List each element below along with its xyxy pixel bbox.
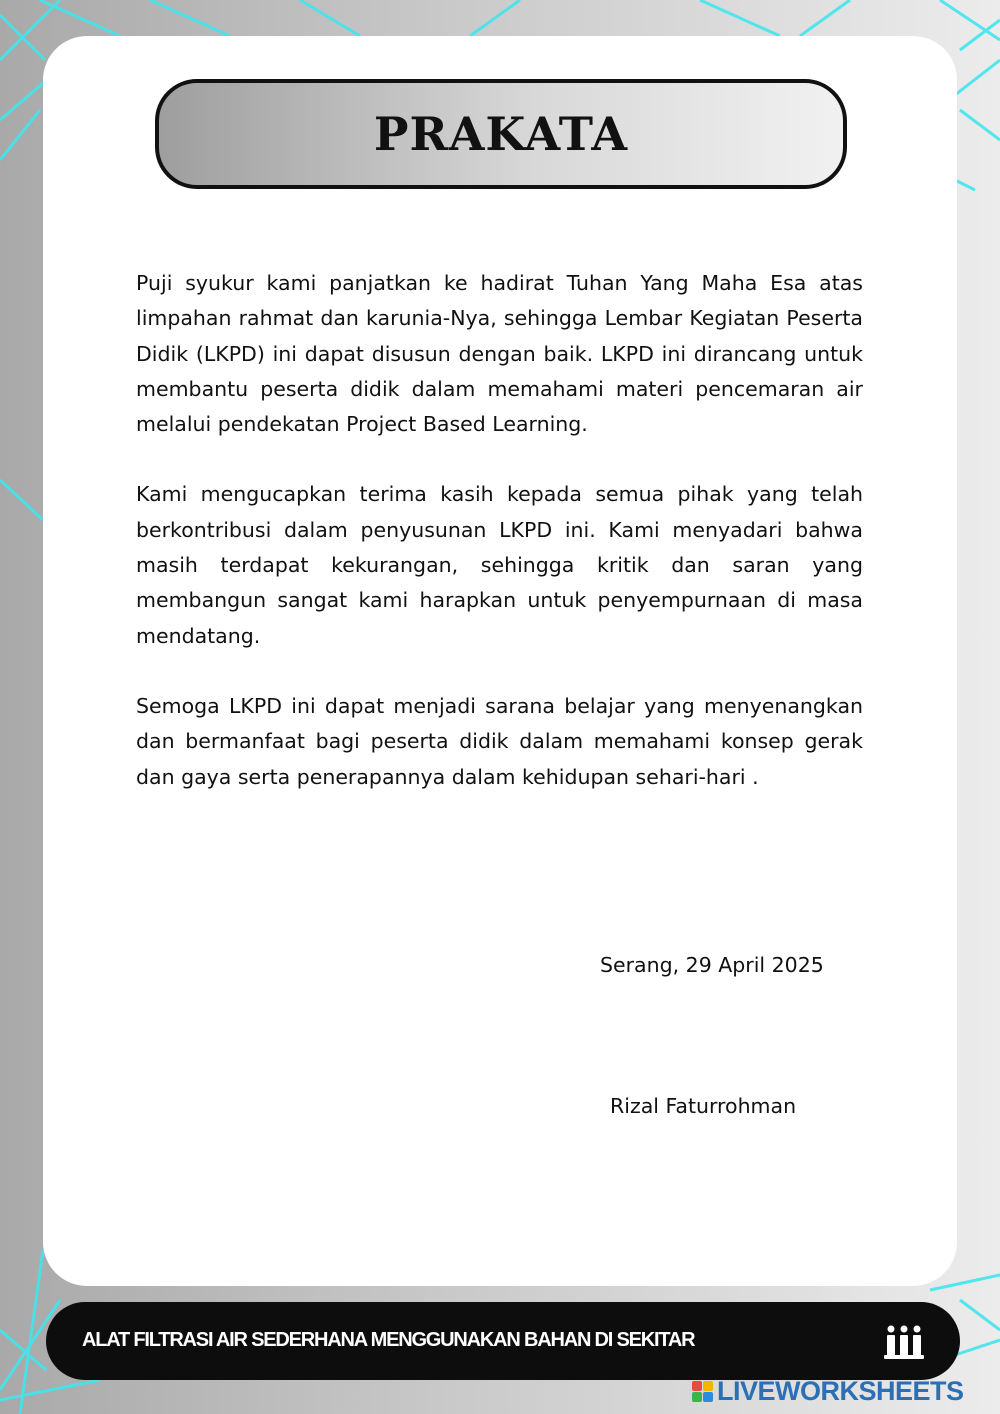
- footer-title: ALAT FILTRASI AIR SEDERHANA MENGGUNAKAN BAHAN DI SEKITAR: [82, 1329, 695, 1351]
- paragraph-3: Semoga LKPD ini dapat menjadi sarana belajar yang menyenangkan dan bermanfaat bagi peserta didik dalam memahami konsep gerak dan gaya serta penerapannya dalam kehidupan sehari-hari .: [136, 693, 863, 789]
- body-text: [136, 266, 863, 830]
- paragraph-1: Puji syukur kami panjatkan ke hadirat Tuhan Yang Maha Esa atas limpahan rahmat dan karunia-Nya, sehingga Lembar Kegiatan Peserta Didik (LKPD) ini dapat disusun dengan baik. LKPD ini dirancang untuk membantu peserta didik dalam memahami materi pencemaran air melalui pendekatan Project Based Learning.: [136, 271, 863, 437]
- title-banner: [155, 79, 847, 189]
- watermark-text: LIVEWORKSHEETS: [717, 1375, 964, 1406]
- liveworksheets-logo-squares: [692, 1381, 713, 1402]
- page-title: PRAKATA: [373, 107, 629, 161]
- paragraph-2: Kami mengucapkan terima kasih kepada semua pihak yang telah berkontribusi dalam penyusunan LKPD ini. Kami menyadari bahwa masih terdapat kekurangan, sehingga kritik dan saran yang membangun sangat kami harapkan untuk penyempurnaan di masa mendatang.: [136, 482, 863, 648]
- date-line: Serang, 29 April 2025: [600, 953, 824, 977]
- page-numeral-iii-icon: [884, 1324, 924, 1360]
- signer-name: Rizal Faturrohman: [610, 1094, 797, 1118]
- footer-bar: [46, 1302, 960, 1380]
- liveworksheets-watermark: [692, 1376, 964, 1406]
